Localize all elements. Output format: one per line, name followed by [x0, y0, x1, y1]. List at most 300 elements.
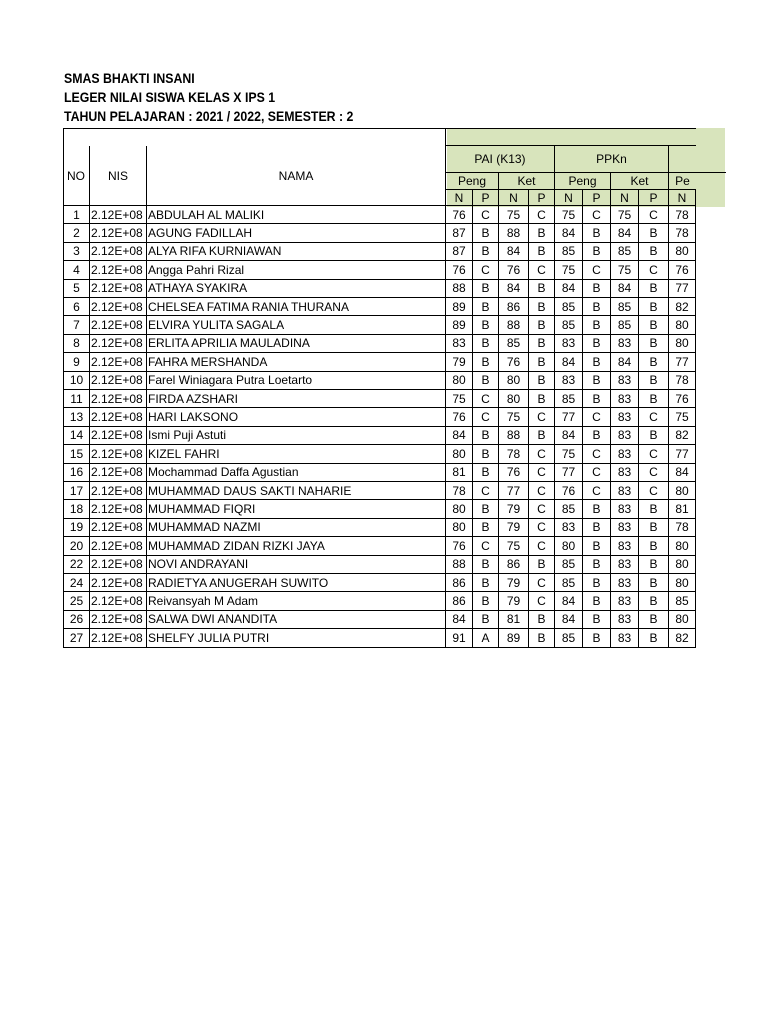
student-no: 6: [63, 298, 90, 316]
student-no: 3: [63, 243, 90, 261]
grade-n-cell: 78: [669, 206, 696, 224]
grade-p-cell: B: [583, 519, 611, 537]
student-name: KIZEL FAHRI: [147, 445, 446, 463]
header-ket: Ket: [499, 173, 555, 190]
grade-p-cell: B: [473, 316, 499, 334]
grade-n-cell: 84: [499, 280, 529, 298]
student-nis: 2.12E+08: [90, 372, 147, 390]
grade-p-cell: B: [639, 390, 669, 408]
student-name: Reivansyah M Adam: [147, 592, 446, 610]
grade-p-cell: C: [473, 390, 499, 408]
grade-p-cell: B: [473, 427, 499, 445]
student-name: Farel Winiagara Putra Loetarto: [147, 372, 446, 390]
grade-n-cell: 89: [446, 316, 473, 334]
student-name: MUHAMMAD DAUS SAKTI NAHARIE: [147, 482, 446, 500]
grade-p-cell: B: [639, 353, 669, 371]
grade-p-cell: B: [639, 298, 669, 316]
student-nis: 2.12E+08: [90, 464, 147, 482]
subject-pai: PAI (K13): [446, 146, 555, 173]
header-no: NO: [63, 146, 90, 206]
grade-n-cell: 87: [446, 224, 473, 242]
header-nis: NIS: [90, 146, 147, 206]
grade-n-cell: 76: [499, 261, 529, 279]
student-name: HARI LAKSONO: [147, 408, 446, 426]
grade-p-cell: B: [473, 500, 499, 518]
grade-n-cell: 76: [669, 261, 696, 279]
student-no: 7: [63, 316, 90, 334]
leger-title: LEGER NILAI SISWA KELAS X IPS 1: [64, 89, 276, 105]
grade-n-cell: 84: [499, 243, 529, 261]
header-ket: Ket: [611, 173, 669, 190]
grade-n-cell: 76: [555, 482, 583, 500]
grade-n-cell: 80: [499, 372, 529, 390]
grade-p-cell: B: [529, 316, 555, 334]
grade-p-cell: C: [529, 482, 555, 500]
grade-p-cell: C: [473, 261, 499, 279]
grade-p-cell: B: [639, 556, 669, 574]
grade-n-cell: 86: [446, 592, 473, 610]
grade-n-cell: 85: [555, 390, 583, 408]
grade-p-cell: B: [583, 280, 611, 298]
grade-n-cell: 86: [499, 298, 529, 316]
grade-p-cell: B: [639, 500, 669, 518]
grade-n-cell: 83: [611, 372, 639, 390]
grade-n-cell: 82: [669, 629, 696, 647]
grade-n-cell: 77: [555, 464, 583, 482]
student-nis: 2.12E+08: [90, 611, 147, 629]
grade-p-cell: B: [529, 298, 555, 316]
grade-p-cell: B: [639, 574, 669, 592]
grade-p-cell: B: [529, 335, 555, 353]
student-no: 16: [63, 464, 90, 482]
grade-p-cell: C: [529, 574, 555, 592]
grade-n-cell: 84: [555, 611, 583, 629]
grade-n-cell: 84: [555, 353, 583, 371]
grade-n-cell: 80: [446, 372, 473, 390]
grade-n-cell: 88: [499, 427, 529, 445]
student-nis: 2.12E+08: [90, 224, 147, 242]
grade-n-cell: 75: [669, 408, 696, 426]
student-name: Mochammad Daffa Agustian: [147, 464, 446, 482]
student-nis: 2.12E+08: [90, 335, 147, 353]
student-nis: 2.12E+08: [90, 537, 147, 555]
grade-n-cell: 78: [669, 519, 696, 537]
subject-ppkn: PPKn: [555, 146, 669, 173]
student-name: Angga Pahri Rizal: [147, 261, 446, 279]
grade-n-cell: 83: [611, 408, 639, 426]
grade-p-cell: B: [583, 592, 611, 610]
grade-p-cell: B: [639, 280, 669, 298]
student-nis: 2.12E+08: [90, 427, 147, 445]
grade-p-cell: B: [473, 464, 499, 482]
student-no: 22: [63, 556, 90, 574]
grade-p-cell: B: [473, 298, 499, 316]
grade-p-cell: B: [639, 316, 669, 334]
grade-n-cell: 84: [555, 427, 583, 445]
student-name: SHELFY JULIA PUTRI: [147, 629, 446, 647]
student-name: Ismi Puji Astuti: [147, 427, 446, 445]
grade-n-cell: 75: [611, 206, 639, 224]
grade-n-cell: 78: [446, 482, 473, 500]
grade-p-cell: B: [473, 335, 499, 353]
header-p: P: [529, 190, 555, 206]
student-name: CHELSEA FATIMA RANIA THURANA: [147, 298, 446, 316]
student-no: 15: [63, 445, 90, 463]
student-nis: 2.12E+08: [90, 206, 147, 224]
grade-p-cell: B: [583, 372, 611, 390]
grade-p-cell: B: [639, 427, 669, 445]
student-nis: 2.12E+08: [90, 482, 147, 500]
grade-n-cell: 83: [611, 482, 639, 500]
grade-n-cell: 85: [555, 298, 583, 316]
grade-p-cell: B: [529, 556, 555, 574]
grade-n-cell: 86: [499, 556, 529, 574]
grade-p-cell: B: [583, 500, 611, 518]
student-nis: 2.12E+08: [90, 519, 147, 537]
grade-n-cell: 88: [499, 224, 529, 242]
grade-n-cell: 85: [555, 574, 583, 592]
grade-p-cell: B: [639, 224, 669, 242]
grade-n-cell: 84: [669, 464, 696, 482]
grade-n-cell: 75: [555, 261, 583, 279]
grade-n-cell: 80: [669, 556, 696, 574]
grade-n-cell: 83: [611, 445, 639, 463]
grade-p-cell: C: [529, 445, 555, 463]
student-name: RADIETYA ANUGERAH SUWITO: [147, 574, 446, 592]
grade-p-cell: B: [473, 280, 499, 298]
student-nis: 2.12E+08: [90, 445, 147, 463]
grade-p-cell: C: [583, 464, 611, 482]
grade-p-cell: B: [473, 556, 499, 574]
student-name: MUHAMMAD ZIDAN RIZKI JAYA: [147, 537, 446, 555]
grade-p-cell: B: [639, 243, 669, 261]
grade-p-cell: C: [529, 206, 555, 224]
student-nis: 2.12E+08: [90, 592, 147, 610]
grade-n-cell: 76: [446, 206, 473, 224]
grade-p-cell: C: [639, 408, 669, 426]
grade-n-cell: 83: [446, 335, 473, 353]
grade-n-cell: 80: [669, 611, 696, 629]
grade-n-cell: 80: [499, 390, 529, 408]
grade-p-cell: C: [639, 206, 669, 224]
grade-n-cell: 81: [669, 500, 696, 518]
grade-n-cell: 86: [446, 574, 473, 592]
grade-n-cell: 82: [669, 298, 696, 316]
grade-n-cell: 80: [669, 482, 696, 500]
grade-n-cell: 83: [555, 335, 583, 353]
grade-n-cell: 84: [611, 280, 639, 298]
grade-n-cell: 83: [611, 500, 639, 518]
student-no: 17: [63, 482, 90, 500]
student-no: 14: [63, 427, 90, 445]
grade-p-cell: B: [583, 243, 611, 261]
grade-n-cell: 83: [555, 372, 583, 390]
student-no: 19: [63, 519, 90, 537]
grade-p-cell: B: [529, 243, 555, 261]
grade-n-cell: 80: [669, 574, 696, 592]
student-name: FIRDA AZSHARI: [147, 390, 446, 408]
grade-n-cell: 84: [611, 353, 639, 371]
student-name: AGUNG FADILLAH: [147, 224, 446, 242]
grade-p-cell: B: [583, 353, 611, 371]
header-top-green: [446, 128, 696, 146]
grade-n-cell: 89: [499, 629, 529, 647]
student-nis: 2.12E+08: [90, 261, 147, 279]
student-no: 20: [63, 537, 90, 555]
grade-n-cell: 80: [669, 335, 696, 353]
grade-n-cell: 76: [669, 390, 696, 408]
grade-p-cell: B: [529, 390, 555, 408]
grade-p-cell: B: [639, 537, 669, 555]
grade-p-cell: C: [473, 537, 499, 555]
grade-p-cell: A: [473, 629, 499, 647]
grade-p-cell: C: [639, 261, 669, 279]
grade-p-cell: B: [473, 574, 499, 592]
grade-p-cell: B: [473, 519, 499, 537]
grade-p-cell: B: [529, 427, 555, 445]
student-no: 13: [63, 408, 90, 426]
grade-n-cell: 85: [611, 298, 639, 316]
grade-n-cell: 76: [446, 537, 473, 555]
student-nis: 2.12E+08: [90, 556, 147, 574]
header-top-blank: [63, 128, 446, 146]
student-nis: 2.12E+08: [90, 408, 147, 426]
student-no: 1: [63, 206, 90, 224]
grade-n-cell: 75: [611, 261, 639, 279]
grade-n-cell: 83: [611, 611, 639, 629]
grade-n-cell: 75: [499, 206, 529, 224]
grade-n-cell: 80: [669, 243, 696, 261]
grade-n-cell: 78: [499, 445, 529, 463]
student-nis: 2.12E+08: [90, 243, 147, 261]
grade-p-cell: B: [583, 537, 611, 555]
grade-n-cell: 85: [555, 500, 583, 518]
grade-p-cell: C: [473, 408, 499, 426]
grade-n-cell: 88: [446, 556, 473, 574]
grade-p-cell: B: [583, 335, 611, 353]
student-name: ALYA RIFA KURNIAWAN: [147, 243, 446, 261]
grade-n-cell: 85: [499, 335, 529, 353]
grade-p-cell: C: [529, 537, 555, 555]
grade-n-cell: 79: [499, 592, 529, 610]
header-n: N: [446, 190, 473, 206]
grade-n-cell: 85: [611, 243, 639, 261]
grade-p-cell: C: [639, 464, 669, 482]
grade-n-cell: 84: [611, 224, 639, 242]
school-name: SMAS BHAKTI INSANI: [64, 70, 195, 86]
grade-n-cell: 75: [499, 408, 529, 426]
grade-p-cell: B: [529, 280, 555, 298]
student-no: 27: [63, 629, 90, 647]
student-nis: 2.12E+08: [90, 316, 147, 334]
grade-n-cell: 75: [555, 445, 583, 463]
grade-p-cell: B: [583, 556, 611, 574]
grade-p-cell: C: [529, 592, 555, 610]
grade-n-cell: 79: [446, 353, 473, 371]
grade-n-cell: 80: [446, 445, 473, 463]
grade-n-cell: 80: [446, 519, 473, 537]
grade-n-cell: 76: [499, 464, 529, 482]
grade-p-cell: C: [473, 482, 499, 500]
subject-next: [669, 146, 726, 173]
grade-p-cell: B: [583, 611, 611, 629]
grade-p-cell: B: [583, 224, 611, 242]
student-no: 26: [63, 611, 90, 629]
student-no: 9: [63, 353, 90, 371]
grade-n-cell: 84: [555, 224, 583, 242]
grade-p-cell: B: [583, 629, 611, 647]
grade-p-cell: B: [639, 592, 669, 610]
grade-n-cell: 83: [611, 556, 639, 574]
grade-n-cell: 83: [611, 537, 639, 555]
grade-n-cell: 79: [499, 500, 529, 518]
grade-p-cell: B: [639, 519, 669, 537]
student-no: 5: [63, 280, 90, 298]
grade-n-cell: 77: [669, 280, 696, 298]
grade-n-cell: 85: [555, 243, 583, 261]
grade-p-cell: B: [473, 353, 499, 371]
student-no: 2: [63, 224, 90, 242]
grade-p-cell: B: [473, 224, 499, 242]
header-n: N: [669, 190, 696, 206]
grade-n-cell: 83: [611, 464, 639, 482]
student-no: 11: [63, 390, 90, 408]
student-name: ERLITA APRILIA MAULADINA: [147, 335, 446, 353]
student-nis: 2.12E+08: [90, 353, 147, 371]
grade-p-cell: B: [583, 316, 611, 334]
student-no: 18: [63, 500, 90, 518]
grade-p-cell: B: [529, 224, 555, 242]
grade-p-cell: C: [583, 261, 611, 279]
header-n: N: [555, 190, 583, 206]
grade-p-cell: B: [583, 298, 611, 316]
grade-n-cell: 84: [555, 280, 583, 298]
student-name: NOVI ANDRAYANI: [147, 556, 446, 574]
student-no: 4: [63, 261, 90, 279]
student-nis: 2.12E+08: [90, 629, 147, 647]
student-nis: 2.12E+08: [90, 298, 147, 316]
grade-n-cell: 85: [669, 592, 696, 610]
student-nis: 2.12E+08: [90, 280, 147, 298]
student-nis: 2.12E+08: [90, 500, 147, 518]
grade-n-cell: 79: [499, 519, 529, 537]
grade-p-cell: C: [529, 519, 555, 537]
student-no: 25: [63, 592, 90, 610]
grade-p-cell: B: [473, 372, 499, 390]
grade-n-cell: 85: [555, 556, 583, 574]
grade-p-cell: C: [583, 482, 611, 500]
header-p: P: [473, 190, 499, 206]
grade-n-cell: 84: [446, 611, 473, 629]
grade-n-cell: 78: [669, 224, 696, 242]
grade-p-cell: C: [529, 500, 555, 518]
grade-p-cell: C: [583, 408, 611, 426]
grade-n-cell: 85: [555, 316, 583, 334]
grade-n-cell: 83: [555, 519, 583, 537]
grade-p-cell: B: [583, 574, 611, 592]
grade-p-cell: B: [473, 243, 499, 261]
grade-n-cell: 76: [499, 353, 529, 371]
grade-n-cell: 87: [446, 243, 473, 261]
student-name: ATHAYA SYAKIRA: [147, 280, 446, 298]
student-no: 24: [63, 574, 90, 592]
grade-n-cell: 91: [446, 629, 473, 647]
grade-p-cell: C: [583, 445, 611, 463]
grade-n-cell: 77: [669, 353, 696, 371]
grade-n-cell: 80: [446, 500, 473, 518]
grade-p-cell: B: [583, 427, 611, 445]
grade-n-cell: 83: [611, 629, 639, 647]
grade-n-cell: 76: [446, 261, 473, 279]
header-peng: Peng: [446, 173, 499, 190]
grade-p-cell: B: [529, 353, 555, 371]
grade-p-cell: B: [529, 629, 555, 647]
header-nama: NAMA: [147, 146, 446, 206]
grade-p-cell: B: [473, 592, 499, 610]
grade-n-cell: 80: [555, 537, 583, 555]
grade-n-cell: 84: [555, 592, 583, 610]
student-no: 8: [63, 335, 90, 353]
header-p: P: [639, 190, 669, 206]
grade-n-cell: 75: [499, 537, 529, 555]
grade-p-cell: C: [529, 261, 555, 279]
grade-n-cell: 77: [669, 445, 696, 463]
grade-n-cell: 76: [446, 408, 473, 426]
grade-n-cell: 79: [499, 574, 529, 592]
grade-p-cell: B: [529, 611, 555, 629]
student-name: MUHAMMAD NAZMI: [147, 519, 446, 537]
grade-n-cell: 81: [446, 464, 473, 482]
grade-n-cell: 83: [611, 574, 639, 592]
grade-n-cell: 88: [499, 316, 529, 334]
grade-n-cell: 80: [669, 316, 696, 334]
header-n: N: [499, 190, 529, 206]
grade-p-cell: B: [639, 372, 669, 390]
grade-n-cell: 83: [611, 335, 639, 353]
student-name: FAHRA MERSHANDA: [147, 353, 446, 371]
grade-p-cell: B: [473, 445, 499, 463]
grade-p-cell: B: [473, 611, 499, 629]
grade-p-cell: C: [473, 206, 499, 224]
grade-n-cell: 80: [669, 537, 696, 555]
grade-n-cell: 77: [499, 482, 529, 500]
grade-p-cell: B: [639, 611, 669, 629]
grade-n-cell: 83: [611, 519, 639, 537]
document-header: [64, 69, 393, 126]
grade-n-cell: 89: [446, 298, 473, 316]
student-no: 10: [63, 372, 90, 390]
grade-p-cell: C: [529, 464, 555, 482]
grade-n-cell: 83: [611, 427, 639, 445]
grade-n-cell: 84: [446, 427, 473, 445]
header-p: P: [583, 190, 611, 206]
grade-p-cell: C: [639, 445, 669, 463]
grade-p-cell: B: [639, 335, 669, 353]
header-pe-partial: Pe: [669, 173, 696, 190]
grade-n-cell: 75: [555, 206, 583, 224]
student-name: ABDULAH AL MALIKI: [147, 206, 446, 224]
grade-n-cell: 88: [446, 280, 473, 298]
grade-p-cell: C: [583, 206, 611, 224]
grade-n-cell: 81: [499, 611, 529, 629]
academic-year: TAHUN PELAJARAN : 2021 / 2022, SEMESTER : 2: [64, 108, 354, 124]
student-name: ELVIRA YULITA SAGALA: [147, 316, 446, 334]
grade-n-cell: 85: [555, 629, 583, 647]
student-nis: 2.12E+08: [90, 574, 147, 592]
student-nis: 2.12E+08: [90, 390, 147, 408]
grade-p-cell: B: [583, 390, 611, 408]
grade-p-cell: C: [529, 408, 555, 426]
